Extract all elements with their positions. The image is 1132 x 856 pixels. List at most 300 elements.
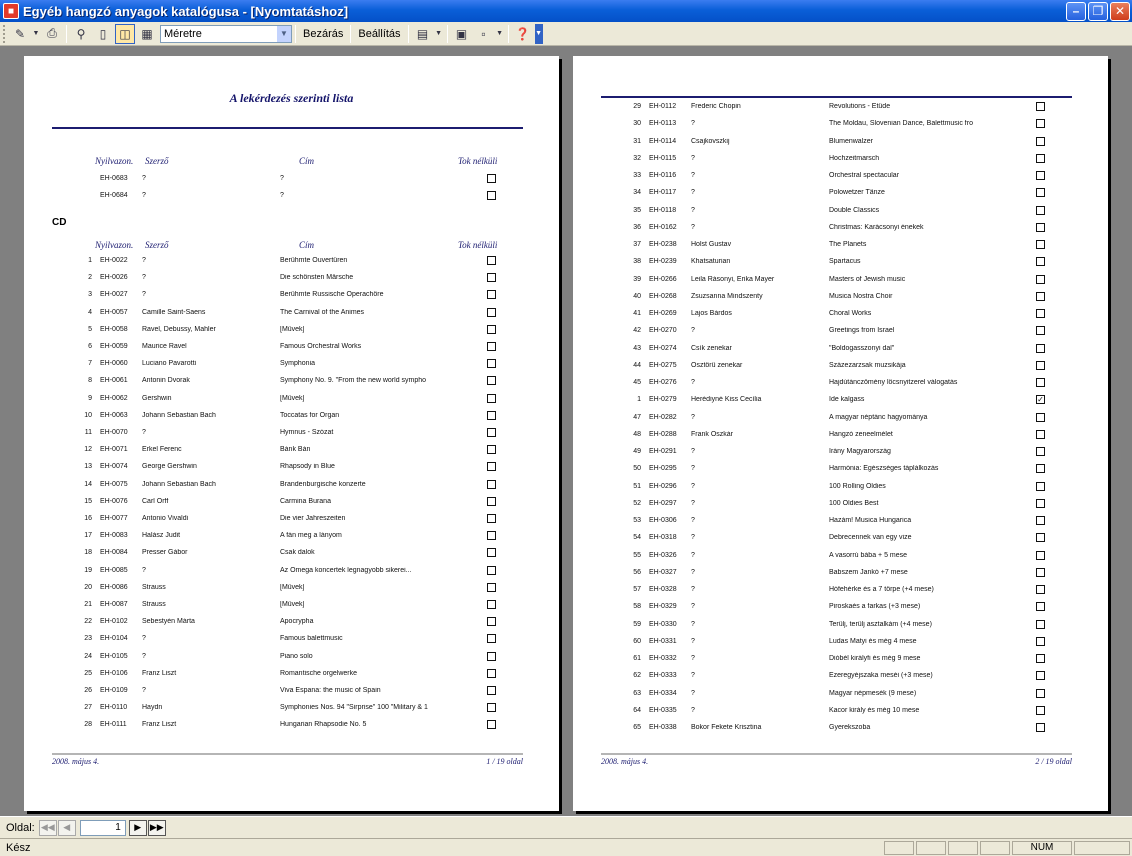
- chevron-down-icon[interactable]: ▼: [277, 26, 291, 42]
- row-title: Romantische orgelwerke: [280, 669, 358, 677]
- close-preview-button[interactable]: Bezárás: [303, 27, 344, 40]
- new-object-icon[interactable]: ▫: [481, 26, 486, 41]
- access-report-icon: ■: [3, 3, 19, 19]
- row-number: 50: [633, 465, 641, 473]
- row-number: 61: [633, 655, 641, 662]
- table-row: [24, 460, 559, 477]
- no-case-checkbox: [487, 191, 496, 200]
- no-case-checkbox: [487, 394, 496, 403]
- header-author: Szerző: [145, 240, 169, 250]
- row-number: 33: [633, 172, 641, 179]
- record-navigation-bar: [0, 816, 1132, 838]
- no-case-checkbox: [1036, 723, 1045, 732]
- num-lock-indicator: NUM: [1012, 841, 1072, 855]
- row-author: ?: [142, 429, 146, 436]
- no-case-checkbox: [1036, 637, 1045, 646]
- row-number: 14: [84, 480, 92, 488]
- row-id: EH-0114: [649, 137, 677, 145]
- toolbar-grip[interactable]: [3, 25, 6, 43]
- row-title: Die vier Jahreszeiten: [280, 515, 346, 522]
- no-case-checkbox: [487, 290, 496, 299]
- no-case-checkbox: [487, 583, 496, 592]
- row-id: EH-0084: [100, 549, 128, 557]
- row-number: 1: [637, 396, 641, 404]
- toolbar-separator: [447, 25, 448, 43]
- no-case-checkbox: [1036, 326, 1045, 335]
- row-id: EH-0058: [100, 325, 128, 333]
- table-row: [573, 169, 1108, 186]
- status-message: Kész: [6, 841, 31, 854]
- row-title: Greetings from Israel: [829, 327, 895, 335]
- no-case-checkbox: [1036, 119, 1045, 128]
- row-id: EH-0279: [649, 396, 677, 404]
- row-id: EH-0115: [649, 154, 677, 162]
- row-title: Hungarian Rhapsodie No. 5: [280, 721, 367, 729]
- row-number: 43: [633, 344, 641, 352]
- row-title: The Carnival of the Animes: [280, 308, 365, 316]
- row-title: Magyar népmesék (9 mese): [829, 689, 917, 697]
- table-row: [573, 221, 1108, 238]
- row-number: 47: [633, 413, 641, 421]
- row-title: Toccatas for Organ: [280, 411, 340, 419]
- no-case-checkbox: [1036, 154, 1045, 163]
- row-id: EH-0295: [649, 465, 677, 473]
- header-title: Cím: [299, 156, 315, 166]
- row-id: EH-0027: [100, 291, 128, 299]
- minimize-button[interactable]: [1066, 2, 1086, 21]
- row-author: Bokor Fekete Krisztina: [691, 724, 762, 731]
- dropdown-arrow-icon[interactable]: ▼: [496, 30, 504, 37]
- header-flag: Tok nélküli: [458, 156, 498, 166]
- row-title: Famous balettmusic: [280, 635, 343, 643]
- row-number: 58: [633, 603, 641, 611]
- window-title-bar: [0, 0, 1132, 22]
- prev-page-button[interactable]: [58, 820, 76, 836]
- status-panel: [980, 841, 1010, 855]
- table-row: [573, 307, 1108, 324]
- close-button[interactable]: [1110, 2, 1130, 21]
- table-row: [573, 376, 1108, 393]
- zoom-select-value: Méretre: [164, 27, 202, 40]
- database-window-icon[interactable]: ▣: [455, 26, 468, 41]
- report-page-1: [24, 56, 559, 811]
- row-title: Ludas Matyi és még 4 mese: [829, 637, 917, 645]
- row-id: EH-0274: [649, 344, 677, 352]
- status-panel: [916, 841, 946, 855]
- row-title: Symphony No. 9. "From the new world sympho: [280, 377, 427, 385]
- row-author: ?: [691, 517, 695, 524]
- table-row: [24, 443, 559, 460]
- row-title: Choral Works: [829, 310, 872, 317]
- toolbar-options-icon[interactable]: ▼: [535, 24, 543, 44]
- row-title: Debrecennek van egy vize: [829, 534, 912, 542]
- table-row: [24, 409, 559, 426]
- dropdown-arrow-icon[interactable]: ▼: [32, 30, 40, 37]
- row-number: 41: [633, 310, 641, 317]
- row-id: EH-0062: [100, 394, 128, 402]
- no-case-checkbox: [1036, 689, 1045, 698]
- row-id: EH-0684: [100, 192, 128, 200]
- row-number: 56: [633, 568, 641, 576]
- table-row: [24, 254, 559, 271]
- no-case-checkbox: [487, 669, 496, 678]
- row-number: 40: [633, 292, 641, 300]
- row-number: 3: [88, 291, 92, 299]
- table-row: [573, 704, 1108, 721]
- table-row: [24, 546, 559, 563]
- row-title: [Művek]: [280, 325, 305, 333]
- row-id: EH-0683: [100, 175, 128, 182]
- maximize-button[interactable]: [1088, 2, 1108, 21]
- row-number: 52: [633, 499, 641, 507]
- no-case-checkbox: [487, 720, 496, 729]
- row-title: [Művek]: [280, 601, 305, 608]
- row-author: ?: [691, 706, 695, 714]
- no-case-checkbox: [1036, 102, 1045, 111]
- zoom-icon[interactable]: ⚲: [76, 26, 86, 41]
- table-row: [24, 684, 559, 701]
- row-title: Hangzó zeneelmélet: [829, 430, 893, 438]
- table-row: [24, 667, 559, 684]
- row-number: 31: [633, 137, 641, 145]
- zoom-select[interactable]: [160, 25, 292, 43]
- row-title: Ide kalgass: [829, 396, 865, 404]
- table-row: [24, 306, 559, 323]
- row-id: EH-0266: [649, 275, 677, 283]
- no-case-checkbox: [487, 376, 496, 385]
- row-author: Ösztörü zenekar: [691, 361, 743, 369]
- table-row: [24, 529, 559, 546]
- row-number: 49: [633, 448, 641, 455]
- row-title: Gyerekszoba: [829, 724, 871, 731]
- row-number: 62: [633, 672, 641, 680]
- header-title: Cím: [299, 240, 315, 250]
- next-page-button[interactable]: [129, 820, 147, 836]
- row-title: Musica Nostra Choir: [829, 292, 893, 300]
- row-author: ?: [691, 465, 695, 473]
- row-number: 27: [84, 704, 92, 712]
- no-case-checkbox: ✓: [1037, 395, 1044, 405]
- table-row: [573, 480, 1108, 497]
- row-author: Strauss: [142, 601, 166, 608]
- table-row: [573, 462, 1108, 479]
- row-number: 23: [84, 635, 92, 643]
- row-title: The Planets: [829, 241, 867, 248]
- row-author: ?: [691, 655, 695, 662]
- row-title: Hajdútánczömény löcsnyitzerel válogatás: [829, 379, 958, 386]
- row-id: EH-0269: [649, 310, 677, 317]
- page-setup-button[interactable]: Beállítás: [358, 27, 401, 40]
- row-number: 51: [633, 482, 641, 490]
- row-id: EH-0329: [649, 603, 677, 611]
- row-author: ?: [691, 413, 695, 421]
- no-case-checkbox: [487, 617, 496, 626]
- row-number: 7: [88, 360, 92, 368]
- help-icon[interactable]: ❓: [515, 26, 531, 41]
- header-id: Nyilvazon.: [95, 156, 134, 166]
- row-title: Blumenwalzer: [829, 137, 873, 145]
- table-row: [573, 290, 1108, 307]
- row-author: George Gershwin: [142, 463, 197, 471]
- row-number: 9: [88, 394, 92, 402]
- section-label: CD: [52, 217, 67, 228]
- row-number: 20: [84, 583, 92, 591]
- row-author: ?: [691, 499, 695, 507]
- row-number: 15: [84, 497, 92, 505]
- table-row: [24, 374, 559, 391]
- first-page-button[interactable]: [39, 820, 57, 836]
- row-title: A magyar néptánc hagyománya: [829, 413, 928, 421]
- row-author: Antonio Vivaldi: [142, 515, 189, 522]
- row-author: Maurice Ravel: [142, 343, 187, 350]
- row-id: EH-0083: [100, 532, 128, 540]
- table-row: [573, 117, 1108, 134]
- row-id: EH-0330: [649, 620, 677, 628]
- row-author: Holst Gustav: [691, 241, 732, 248]
- row-title: ?: [280, 192, 284, 200]
- no-case-checkbox: [1036, 516, 1045, 525]
- row-author: ?: [691, 551, 695, 559]
- row-id: EH-0306: [649, 517, 677, 524]
- table-row: [573, 100, 1108, 117]
- toolbar-separator: [508, 25, 509, 43]
- row-author: ?: [691, 586, 695, 593]
- row-number: 2: [88, 274, 92, 282]
- row-number: 32: [633, 154, 641, 162]
- row-id: EH-0071: [100, 446, 128, 454]
- row-number: 11: [84, 429, 92, 436]
- row-author: Gershwin: [142, 394, 172, 402]
- office-links-icon[interactable]: ▤: [416, 26, 429, 41]
- row-id: EH-0026: [100, 274, 128, 282]
- row-author: ?: [691, 620, 695, 628]
- row-id: EH-0328: [649, 586, 677, 593]
- row-author: Zsuzsanna Mindszenty: [691, 292, 763, 300]
- no-case-checkbox: [1036, 361, 1045, 370]
- row-title: Double Classics: [829, 206, 880, 214]
- table-row: [573, 549, 1108, 566]
- no-case-checkbox: [1036, 447, 1045, 456]
- row-id: EH-0118: [649, 206, 677, 214]
- header-flag: Tok nélküli: [458, 240, 498, 250]
- no-case-checkbox: [1036, 292, 1045, 301]
- page-number-input[interactable]: 1: [80, 820, 126, 836]
- row-id: EH-0338: [649, 724, 677, 731]
- row-author: Frederic Chopin: [691, 103, 741, 110]
- row-number: 25: [84, 669, 92, 677]
- no-case-checkbox: [1036, 533, 1045, 542]
- row-number: 34: [633, 189, 641, 197]
- table-row: [24, 615, 559, 632]
- table-row: [24, 650, 559, 667]
- row-title: Bánk Bán: [280, 446, 311, 454]
- no-case-checkbox: [1036, 654, 1045, 663]
- row-title: Christmas: Karácsonyi énekek: [829, 223, 924, 231]
- no-case-checkbox: [487, 462, 496, 471]
- row-id: EH-0057: [100, 308, 128, 316]
- row-id: EH-0239: [649, 258, 677, 266]
- row-number: 21: [84, 601, 92, 608]
- row-author: Carl Orff: [142, 497, 169, 505]
- row-id: EH-0238: [649, 241, 677, 248]
- table-row: [573, 135, 1108, 152]
- first-page-icon: ◀◀: [40, 822, 55, 832]
- no-case-checkbox: [1036, 464, 1045, 473]
- row-author: Luciano Pavarotti: [142, 360, 197, 368]
- print-icon[interactable]: ⎙: [47, 26, 57, 40]
- row-number: 4: [88, 308, 92, 316]
- table-row: [573, 393, 1108, 410]
- row-title: Hófehérke és a 7 törpe (+4 mese): [829, 586, 934, 593]
- row-id: EH-0326: [649, 551, 677, 559]
- table-row: [573, 359, 1108, 376]
- row-author: ?: [691, 672, 695, 680]
- header-author: Szerző: [145, 156, 169, 166]
- row-author: Johann Sebastian Bach: [142, 480, 216, 488]
- row-author: ?: [142, 257, 146, 264]
- row-author: Ravel, Debussy, Mahler: [142, 325, 216, 333]
- dropdown-arrow-icon[interactable]: ▼: [435, 30, 443, 37]
- row-title: 100 Rolling Oldies: [829, 482, 886, 490]
- toolbar-separator: [408, 25, 409, 43]
- row-title: Die schönsten Märsche: [280, 274, 354, 282]
- row-id: EH-0077: [100, 515, 128, 522]
- row-title: "Boldogasszonyi dal": [829, 344, 895, 352]
- report-page-2: [573, 56, 1108, 811]
- title-rule: [52, 127, 523, 129]
- table-row: [24, 323, 559, 340]
- row-id: EH-0111: [100, 721, 127, 729]
- no-case-checkbox: [487, 652, 496, 661]
- table-row: [24, 512, 559, 529]
- row-author: ?: [142, 175, 146, 182]
- row-title: Hymnus - Szózat: [280, 429, 334, 436]
- row-title: Százezarzsak muzsikája: [829, 361, 906, 369]
- row-id: EH-0060: [100, 360, 128, 368]
- row-id: EH-0318: [649, 534, 677, 542]
- row-title: Babszem Jankó +7 mese: [829, 568, 908, 576]
- row-author: ?: [691, 534, 695, 542]
- row-id: EH-0331: [649, 637, 677, 645]
- no-case-checkbox: [487, 428, 496, 437]
- row-author: Halász Judit: [142, 532, 181, 540]
- row-number: 64: [633, 706, 641, 714]
- row-title: Symphonies Nos. 94 "Sirprise" 100 "Military & 1: [280, 704, 428, 712]
- row-title: Apocrypha: [280, 618, 314, 626]
- no-case-checkbox: [1036, 482, 1045, 491]
- design-view-icon[interactable]: ✎: [14, 26, 26, 41]
- row-id: EH-0268: [649, 292, 677, 300]
- row-id: EH-0104: [100, 635, 128, 643]
- row-id: EH-0074: [100, 463, 128, 471]
- last-page-button[interactable]: [148, 820, 166, 836]
- footer-rule: [52, 753, 523, 755]
- row-author: Csajkovszkij: [691, 137, 730, 145]
- row-author: Haydn: [142, 704, 163, 712]
- footer-rule: [601, 753, 1072, 755]
- row-author: Erkel Ferenc: [142, 446, 182, 454]
- row-title: Harmónia: Egészséges táplálkozás: [829, 465, 939, 473]
- no-case-checkbox: [1036, 223, 1045, 232]
- no-case-checkbox: [1036, 206, 1045, 215]
- row-author: ?: [691, 154, 695, 162]
- table-row: [573, 669, 1108, 686]
- row-number: 18: [84, 549, 92, 557]
- row-author: Sebestyén Márta: [142, 618, 195, 626]
- row-id: EH-0109: [100, 687, 128, 694]
- row-author: Presser Gábor: [142, 549, 188, 557]
- row-author: Khatsaturian: [691, 258, 731, 266]
- row-title: Irány Magyarország: [829, 448, 891, 455]
- row-number: 35: [633, 206, 641, 214]
- table-row: [24, 288, 559, 305]
- toolbar-separator: [350, 25, 351, 43]
- table-row: [24, 189, 559, 206]
- row-id: EH-0105: [100, 652, 128, 660]
- prev-page-icon: ◀: [63, 822, 71, 832]
- row-title: [Művek]: [280, 583, 305, 591]
- table-row: [573, 186, 1108, 203]
- row-author: Camille Saint-Saens: [142, 308, 206, 316]
- row-number: 60: [633, 637, 641, 645]
- no-case-checkbox: [487, 359, 496, 368]
- row-title: Spartacus: [829, 258, 861, 266]
- page-number: 1 / 19 oldal: [486, 757, 523, 766]
- row-number: 1: [88, 257, 92, 264]
- row-number: 36: [633, 223, 641, 231]
- table-row: [573, 273, 1108, 290]
- no-case-checkbox: [487, 480, 496, 489]
- row-number: 26: [84, 687, 92, 694]
- table-row: [24, 632, 559, 649]
- table-row: [24, 357, 559, 374]
- row-author: ?: [142, 291, 146, 299]
- row-number: 53: [633, 517, 641, 524]
- no-case-checkbox: [487, 634, 496, 643]
- report-date: 2008. május 4.: [52, 757, 100, 766]
- table-row: [24, 495, 559, 512]
- no-case-checkbox: [487, 342, 496, 351]
- no-case-checkbox: [487, 600, 496, 609]
- two-pages-icon[interactable]: ◫: [115, 24, 135, 44]
- row-number: 38: [633, 258, 641, 266]
- row-title: Symphonia: [280, 360, 316, 368]
- multiple-pages-icon[interactable]: ▦: [141, 26, 153, 41]
- row-id: EH-0332: [649, 655, 677, 662]
- row-number: 65: [633, 724, 641, 731]
- status-panel: [884, 841, 914, 855]
- row-title: Hochzeitmarsch: [829, 154, 880, 162]
- row-author: ?: [691, 603, 695, 611]
- row-author: ?: [691, 172, 695, 179]
- row-title: 100 Oldies Best: [829, 499, 879, 507]
- row-number: 6: [88, 343, 92, 350]
- report-title: A lekérdezés szerinti lista: [229, 91, 354, 105]
- print-preview-area[interactable]: [0, 47, 1132, 816]
- row-author: Lajos Bárdos: [691, 310, 732, 317]
- status-bar: [0, 838, 1132, 856]
- no-case-checkbox: [487, 411, 496, 420]
- no-case-checkbox: [1036, 413, 1045, 422]
- row-id: EH-0110: [100, 704, 128, 712]
- top-rule: [601, 96, 1072, 98]
- row-title: The Moldau, Slovenian Dance, Balettmusic fro: [829, 120, 973, 128]
- close-icon: ✕: [1114, 4, 1126, 18]
- one-page-icon[interactable]: ▯: [99, 26, 107, 41]
- row-author: ?: [142, 566, 146, 574]
- row-id: EH-0116: [649, 172, 677, 179]
- row-title: Berühmte Russische Operachöre: [280, 291, 384, 299]
